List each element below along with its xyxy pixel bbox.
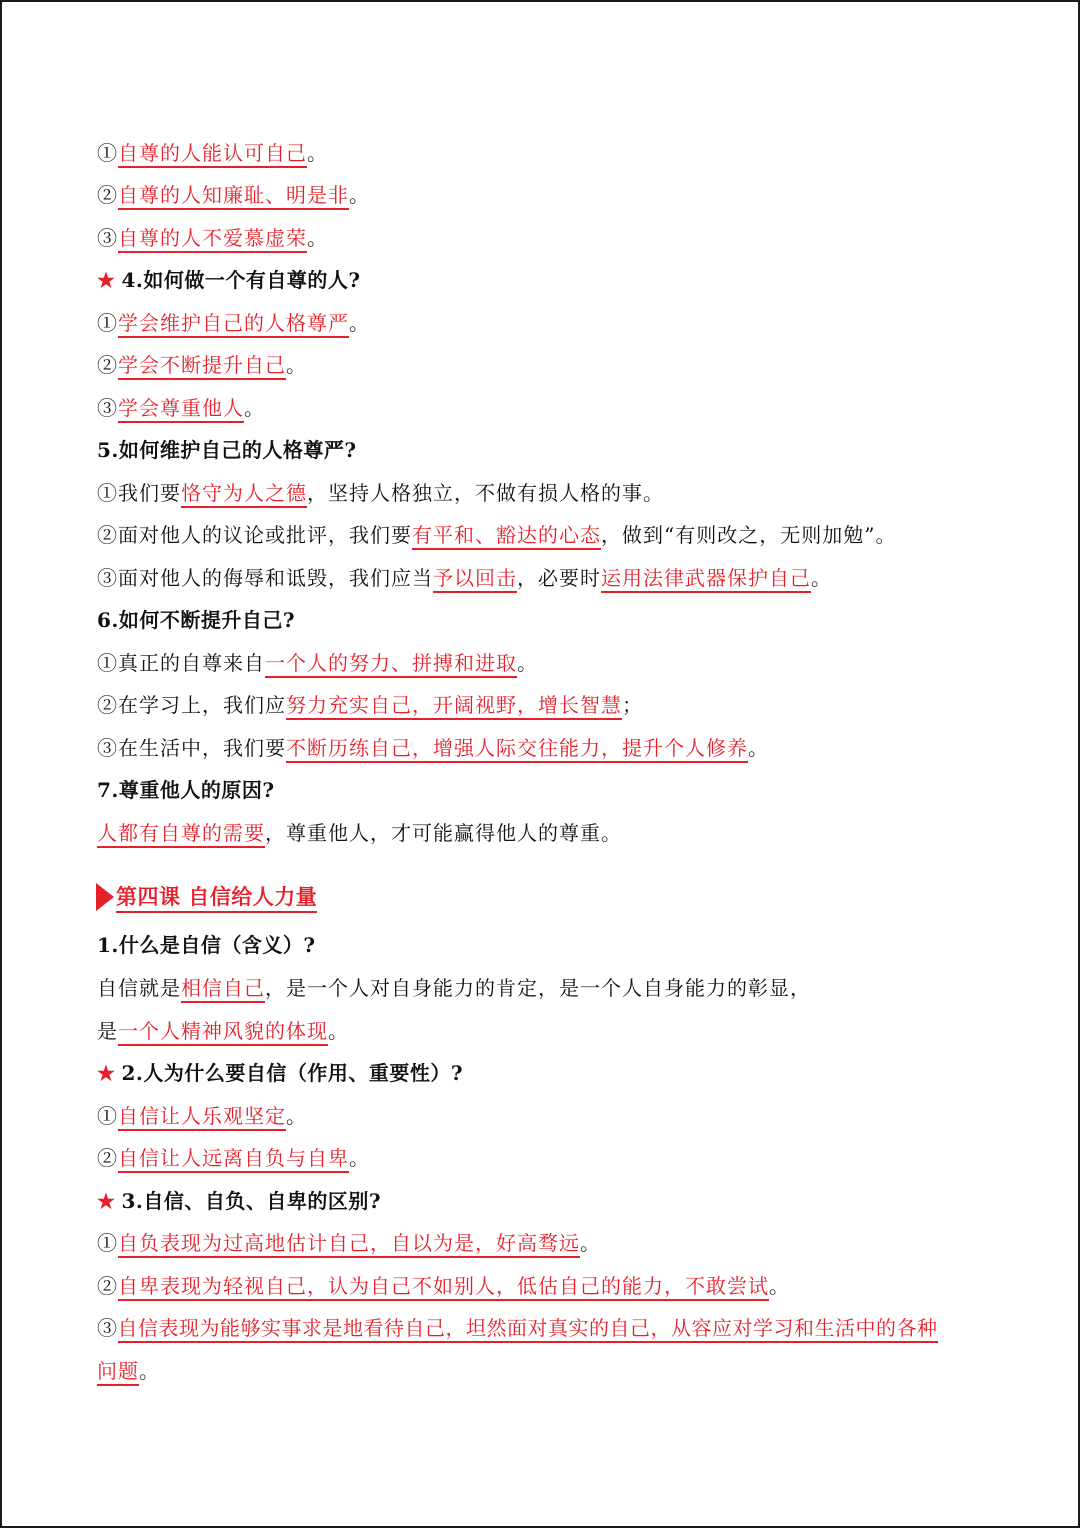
question-heading — [97, 436, 1020, 464]
key-phrase: 自负表现为过高地估计自己，自以为是，好高骛远 — [118, 1231, 580, 1258]
list-marker: ③ — [97, 226, 118, 250]
answer-line — [97, 351, 1020, 379]
key-phrase: 不断历练自己，增强人际交往能力，提升个人修养 — [286, 736, 748, 763]
line-text: ，尊重他人，才可能赢得他人的尊重。 — [265, 821, 622, 845]
list-marker: ① — [97, 1231, 118, 1255]
key-phrase: 一个人精神风貌的体现 — [118, 1019, 328, 1046]
line-text: 。 — [139, 1359, 160, 1383]
star-icon: ★ — [97, 1061, 116, 1085]
answer-line — [97, 521, 1020, 549]
question-heading — [97, 606, 1020, 634]
answer-line — [97, 1229, 1020, 1257]
answer-line — [97, 181, 1020, 209]
line-text: ②面对他人的议论或批评，我们要 — [97, 523, 412, 547]
answer-line — [97, 224, 1020, 252]
question-text: 7.尊重他人的原因? — [97, 778, 275, 802]
question-text: 6.如何不断提升自己? — [97, 608, 296, 632]
list-marker: ① — [97, 1104, 118, 1128]
line-text: 。 — [307, 141, 328, 165]
key-phrase: 学会不断提升自己 — [118, 353, 286, 380]
line-text: 是 — [97, 1019, 118, 1043]
line-text: 。 — [286, 353, 307, 377]
question-text: 1.什么是自信（含义）? — [97, 933, 316, 957]
key-phrase: 努力充实自己，开阔视野，增长智慧 — [286, 693, 622, 720]
line-text: ，是一个人对自身能力的肯定，是一个人自身能力的彰显， — [265, 976, 811, 1000]
line-text: 。 — [811, 566, 832, 590]
star-icon: ★ — [97, 268, 116, 292]
question-heading — [97, 776, 1020, 804]
question-text: 5.如何维护自己的人格尊严? — [97, 438, 357, 462]
key-phrase: 问题 — [97, 1359, 139, 1386]
answer-line — [97, 1314, 1020, 1342]
line-text: 。 — [769, 1274, 790, 1298]
line-text: 。 — [328, 1019, 349, 1043]
key-phrase: 自尊的人能认可自己 — [118, 141, 307, 168]
list-marker: ① — [97, 141, 118, 165]
line-text: 。 — [349, 183, 370, 207]
question-text: 2.人为什么要自信（作用、重要性）? — [121, 1061, 464, 1085]
answer-line — [97, 1017, 1020, 1045]
answer-line — [97, 1144, 1020, 1172]
line-text: ③在生活中，我们要 — [97, 736, 286, 760]
key-phrase: 予以回击 — [433, 566, 517, 593]
line-text: 自信就是 — [97, 976, 181, 1000]
answer-line — [97, 734, 1020, 762]
key-phrase: 自卑表现为轻视自己，认为自己不如别人，低估自己的能力，不敢尝试 — [118, 1274, 769, 1301]
line-text: 。 — [307, 226, 328, 250]
line-text: 。 — [349, 1146, 370, 1170]
chevron-right-icon — [96, 883, 114, 911]
key-phrase: 相信自己 — [181, 976, 265, 1003]
line-text: 。 — [286, 1104, 307, 1128]
line-text: ②在学习上，我们应 — [97, 693, 286, 717]
key-phrase: 自信让人远离自负与自卑 — [118, 1146, 349, 1173]
key-phrase: 学会维护自己的人格尊严 — [118, 311, 349, 338]
answer-line — [97, 564, 1020, 592]
key-phrase: 运用法律武器保护自己 — [601, 566, 811, 593]
answer-line — [97, 649, 1020, 677]
answer-line — [97, 1357, 1020, 1385]
key-phrase: 自信让人乐观坚定 — [118, 1104, 286, 1131]
line-text: ，必要时 — [517, 566, 601, 590]
question-heading — [97, 1059, 1020, 1087]
line-text: 。 — [517, 651, 538, 675]
answer-line — [97, 974, 1020, 1002]
answer-line — [97, 819, 1020, 847]
line-text: 。 — [244, 396, 265, 420]
answer-line — [97, 479, 1020, 507]
list-marker: ② — [97, 183, 118, 207]
key-phrase: 自尊的人不爱慕虚荣 — [118, 226, 307, 253]
key-phrase: 一个人的努力、拼搏和进取 — [265, 651, 517, 678]
question-heading — [97, 931, 1020, 959]
question-heading — [97, 266, 1020, 294]
question-text: 4.如何做一个有自尊的人? — [121, 268, 361, 292]
answer-line — [97, 691, 1020, 719]
answer-line — [97, 139, 1020, 167]
answer-line — [97, 1272, 1020, 1300]
lesson-heading — [96, 880, 317, 914]
list-marker: ① — [97, 311, 118, 335]
key-phrase: 恪守为人之德 — [181, 481, 307, 508]
question-text: 3.自信、自负、自卑的区别? — [121, 1189, 382, 1213]
answer-line — [97, 1102, 1020, 1130]
key-phrase: 自信表现为能够实事求是地看待自己，坦然面对真实的自己，从容应对学习和生活中的各种 — [118, 1316, 938, 1343]
line-text: ①我们要 — [97, 481, 181, 505]
question-heading — [97, 1187, 1020, 1215]
key-phrase: 学会尊重他人 — [118, 396, 244, 423]
list-marker: ② — [97, 353, 118, 377]
key-phrase: 自尊的人知廉耻、明是非 — [118, 183, 349, 210]
answer-line — [97, 394, 1020, 422]
line-text: ①真正的自尊来自 — [97, 651, 265, 675]
line-text: 。 — [349, 311, 370, 335]
lesson-title: 第四课 自信给人力量 — [116, 881, 317, 913]
line-text: 。 — [748, 736, 769, 760]
key-phrase: 有平和、豁达的心态 — [412, 523, 601, 550]
line-text: ③面对他人的侮辱和诋毁，我们应当 — [97, 566, 433, 590]
line-text: ，坚持人格独立，不做有损人格的事。 — [307, 481, 664, 505]
line-text: ，做到“有则改之，无则加勉”。 — [601, 523, 897, 547]
line-text: ； — [622, 693, 643, 717]
key-phrase: 人都有自尊的需要 — [97, 821, 265, 848]
list-marker: ② — [97, 1146, 118, 1170]
answer-line — [97, 309, 1020, 337]
line-text: 。 — [580, 1231, 601, 1255]
list-marker: ② — [97, 1274, 118, 1298]
list-marker: ③ — [97, 396, 118, 420]
star-icon: ★ — [97, 1189, 116, 1213]
list-marker: ③ — [97, 1316, 118, 1340]
